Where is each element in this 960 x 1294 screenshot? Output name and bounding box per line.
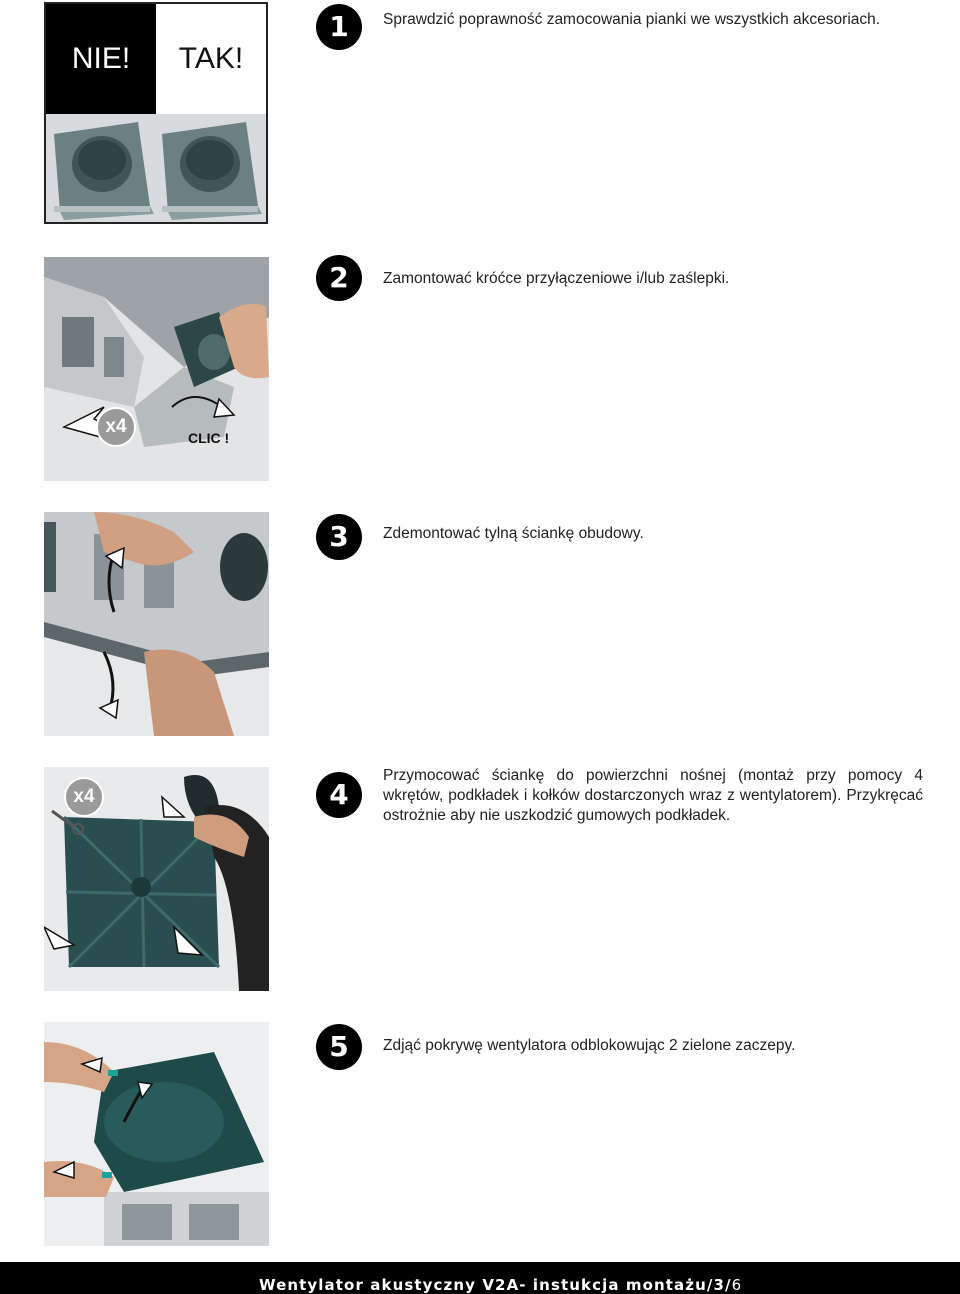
- step-1-text: Sprawdzić poprawność zamocowania pianki we wszystkich akcesoriach.: [383, 11, 881, 28]
- quantity-badge: x4: [96, 407, 136, 447]
- quantity-badge: x4: [64, 777, 104, 817]
- step-number-1: 1: [316, 4, 362, 50]
- step-5-text: Zdjąć pokrywę wentylatora odblokowując 2 zielone zaczepy.: [383, 1037, 796, 1054]
- footer-title: [259, 1276, 742, 1294]
- footer-separator: /: [725, 1276, 732, 1294]
- step-number-3: 3: [316, 514, 362, 560]
- wrong-label: NIE!: [46, 4, 156, 114]
- step-4-text: Przymocować ściankę do powierzchni nośnej (montaż przy pomocy 4 wkrętów, podkładek i kołków dostarczonych wraz z wentylatorem). Przykręcać ostrożnie aby nie uszkodzić gumowych podkładek.: [383, 767, 923, 824]
- footer-page-number: 3: [713, 1276, 726, 1294]
- right-label: TAK!: [156, 4, 266, 114]
- foam-accessories-illustration: [46, 114, 266, 224]
- click-label: CLIC !: [188, 430, 230, 446]
- step5-photo: [44, 1022, 269, 1246]
- step-number-5: 5: [316, 1024, 362, 1070]
- step-number-2: 2: [316, 255, 362, 301]
- step3-photo: [44, 512, 269, 736]
- step4-photo: [44, 767, 269, 991]
- step-number-4: 4: [316, 772, 362, 818]
- footer-page-total: 6: [731, 1276, 743, 1294]
- footer-title-text: Wentylator akustyczny V2A- instukcja montażu/: [259, 1276, 714, 1294]
- step-3-text: Zdemontować tylną ściankę obudowy.: [383, 525, 644, 542]
- step-2-text: Zamontować króćce przyłączeniowe i/lub zaślepki.: [383, 270, 730, 287]
- step2-photo: [44, 257, 269, 481]
- step1-comparison-image: [44, 2, 268, 224]
